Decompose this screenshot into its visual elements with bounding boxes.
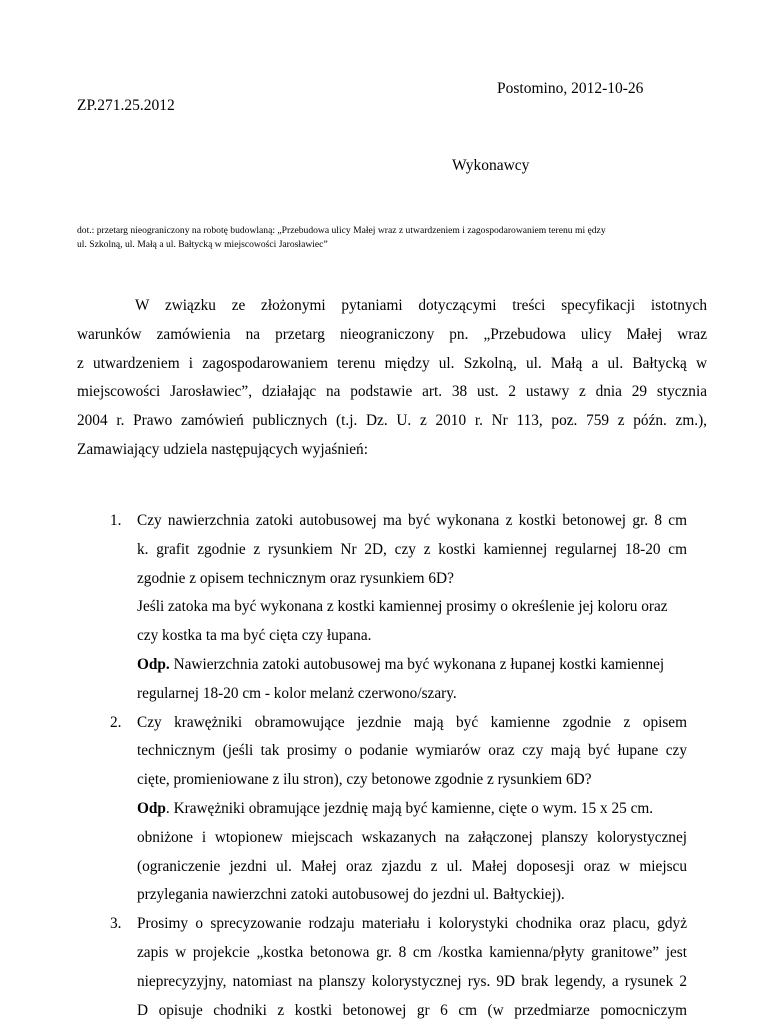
- question-line: k. grafit zgodnie z rysunkiem Nr 2D, czy z kostki kamiennej regularnej 18-20 cm: [137, 540, 687, 558]
- answer-line: przylegania nawierzchni zatoki autobusowej do jezdni ul. Bałtyckiej).: [137, 886, 565, 904]
- intro-paragraph: [77, 292, 707, 465]
- answer-line: obniżone i wtopionew miejscach wskazanych na załączonej planszy kolorystycznej: [137, 828, 687, 846]
- answer-line: regularnej 18-20 cm - kolor melanż czerwono/szary.: [137, 684, 457, 702]
- question-number: 1.: [110, 512, 122, 529]
- question-item: [110, 910, 687, 1025]
- intro-line: 2004 r. Prawo zamówień publicznych (t.j. Dz. U. z 2010 r. Nr 113, poz. 759 z późn. zm.),: [77, 412, 707, 430]
- question-line: D opisuje chodniki z kostki betonowej gr 6 cm (w przedmiarze pomocniczym: [137, 1001, 687, 1019]
- question-line: Czy nawierzchnia zatoki autobusowej ma być wykonana z kostki betonowej gr. 8 cm: [137, 512, 687, 529]
- question-line: technicznym (jeśli tak prosimy o podanie wymiarów oraz czy mają być łupane czy: [137, 742, 687, 760]
- answer-text: Nawierzchnia zatoki autobusowej ma być wykonana z łupanej kostki kamiennej: [169, 655, 665, 673]
- intro-line: warunków zamówienia na przetarg nieograniczony pn. „Przebudowa ulicy Małej wraz: [77, 325, 707, 343]
- question-line: Prosimy o sprecyzowanie rodzaju materiału i kolorystyki chodnika oraz placu, gdyż: [137, 915, 687, 933]
- answer-line: [137, 651, 687, 680]
- question-line: cięte, promieniowane z ilu stron), czy betonowe zgodnie z rysunkiem 6D?: [137, 771, 592, 789]
- question-item: [110, 709, 687, 911]
- answer-label: Odp.: [137, 655, 170, 673]
- date-line: Postomino, 2012-10-26: [497, 80, 644, 97]
- question-line: zgodnie z opisem technicznym oraz rysunkiem 6D?: [137, 569, 454, 587]
- question-line: nieprecyzyjny, natomiast na planszy kolorystycznej rys. 9D brak legendy, a rysunek 2: [137, 972, 687, 990]
- question-line: Jeśli zatoka ma być wykonana z kostki kamiennej prosimy o określenie jej koloru oraz: [137, 598, 668, 616]
- intro-line: z utwardzeniem i zagospodarowaniem terenu między ul. Szkolną, ul. Małą a ul. Bałtycką w: [77, 354, 707, 372]
- answer-label: Odp: [137, 799, 166, 817]
- answer-text: . Krawężniki obramujące jezdnię mają być kamienne, cięte o wym. 15 x 25 cm.: [165, 799, 654, 817]
- intro-line: Zamawiający udziela następujących wyjaśnień:: [77, 440, 368, 458]
- recipient: Wykonawcy: [452, 157, 530, 174]
- subject-block: [77, 224, 707, 252]
- intro-line: W związku ze złożonymi pytaniami dotyczącymi treści specyfikacji istotnych: [135, 297, 707, 314]
- question-number: 2.: [110, 713, 122, 731]
- question-line: Czy krawężniki obramowujące jezdnie mają być kamienne zgodnie z opisem: [137, 713, 687, 731]
- subject-line: dot.: przetarg nieograniczony na robotę budowlaną: „Przebudowa ulicy Małej wraz z utwardzeniem i zagospodarowaniem terenu mi ędzy: [77, 225, 606, 236]
- intro-line: miejscowości Jarosławiec”, działając na podstawie art. 38 ust. 2 ustawy z dnia 29 stycznia: [77, 383, 707, 401]
- reference-number: ZP.271.25.2012: [77, 97, 175, 114]
- question-number: 3.: [110, 915, 122, 933]
- question-line: zapis w projekcie „kostka betonowa gr. 8 cm /kostka kamienna/płyty granitowe” jest: [137, 943, 687, 961]
- answer-line: (ograniczenie jezdni ul. Małej oraz zjazdu z ul. Małej doposesji oraz w miejscu: [137, 857, 687, 875]
- question-line: czy kostka ta ma być cięta czy łupana.: [137, 627, 372, 645]
- subject-line: ul. Szkolną, ul. Małą a ul. Bałtycką w miejscowości Jarosławiec”: [77, 239, 328, 250]
- answer-line: [137, 795, 687, 824]
- questions-list: [110, 507, 687, 1025]
- question-item: [110, 507, 687, 709]
